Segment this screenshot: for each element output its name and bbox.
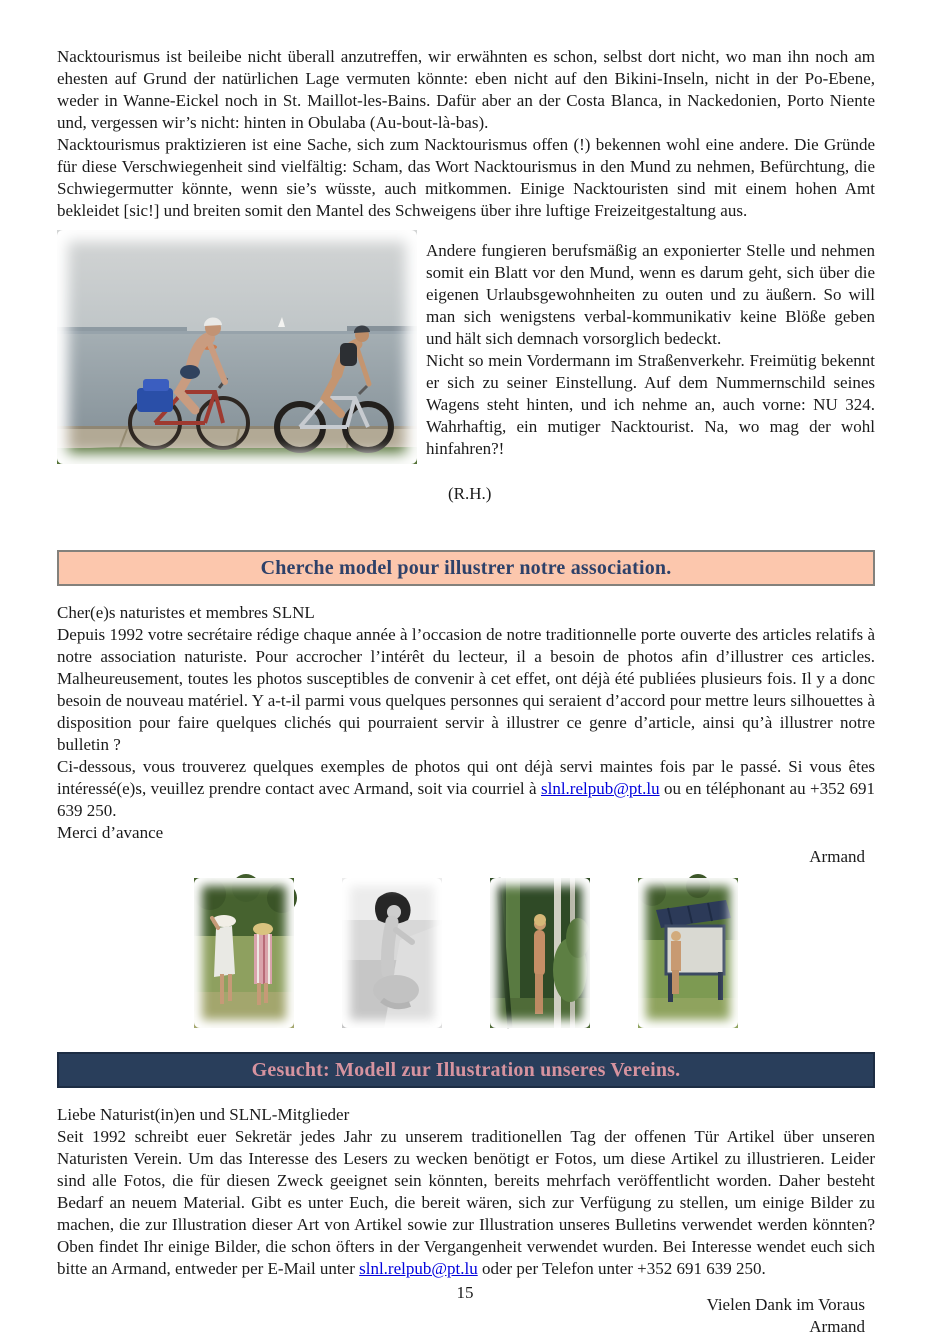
example-photo-garden-walkers bbox=[194, 878, 294, 1028]
media-paragraph-1: Andere fungieren berufsmäßig an exponierter Stelle und nehmen somit ein Blatt vor den Mund, wenn es darum geht, sich über die eigenen Urlaubsgewohnheiten zu outen und zu äußern. So will man sich wenigstens verbal-kommunikativ keine Blöße geben und hält sich demnach vorsorglich bedeckt. bbox=[426, 241, 875, 348]
french-banner-title: Cherche model pour illustrer notre association. bbox=[260, 556, 672, 579]
photo-text-section bbox=[57, 230, 875, 504]
photo-side-text bbox=[426, 230, 875, 504]
example-photo-forest bbox=[490, 878, 590, 1028]
intro-paragraph-1: Nacktourismus ist beileibe nicht überall anzutreffen, wir erwähnten es schon, selbst dort nicht, wo man ihn noch am ehesten auf Grund der natürlichen Lage vermuten könnte: eben nicht auf den Bikini-Inseln, nicht in der Po-Ebene, weder in Wanne-Eickel noch in St. Maillot-les-Bains. Dafür aber an der Costa Blanca, in Nackedonien, Porto Niente und, vergessen wir’s nicht: hinten in Obulaba (Au-bout-là-bas). bbox=[57, 47, 875, 132]
french-contact-before: Ci-dessous, vous trouverez quelques exemples de photos qui ont déjà servi maintes fois par le passé. Si vous êtes intéressé(e)s, veuillez prendre contact avec Armand, soit via courriel à bbox=[57, 757, 875, 798]
german-body-after: oder per Telefon unter +352 691 639 250. bbox=[477, 1259, 766, 1278]
german-body-paragraph bbox=[57, 1126, 875, 1280]
french-thanks: Merci d’avance bbox=[57, 823, 164, 842]
french-contact-after: ou en téléphonant au +352 691 639 250. bbox=[57, 779, 876, 820]
french-email-link[interactable]: slnl.relpub@pt.lu bbox=[540, 779, 660, 798]
french-signature: Armand bbox=[809, 847, 865, 866]
french-salutation: Cher(e)s naturistes et membres SLNL bbox=[57, 603, 315, 622]
example-photo-beach-bw bbox=[342, 878, 442, 1028]
french-contact-paragraph bbox=[57, 756, 875, 822]
french-body: Depuis 1992 votre secrétaire rédige chaque année à l’occasion de notre traditionnelle porte ouverte des articles relatifs à notre association naturiste. Pour accrocher l’intérêt du lecteur, il a besoin de photos afin d’illustrer ces articles. Malheureusement, toutes les photos susceptibles de convenir à cet effet, ont déjà été publiées plusieurs fois. Il y a donc besoin de nouveau matériel. Y a-t-il parmi vous quelques personnes qui seraient d’accord pour mettre leurs silhouettes à disposition pour faire quelques clichés qui pourraient servir à illustrer ce genre d’article, ainsi qu’à illustrer notre bulletin ? bbox=[57, 625, 875, 754]
german-thanks: Vielen Dank im Voraus bbox=[706, 1295, 865, 1314]
french-section bbox=[57, 602, 875, 868]
german-banner-title: Gesucht: Modell zur Illustration unseres Vereins. bbox=[251, 1058, 681, 1081]
example-photo-info-board bbox=[638, 878, 738, 1028]
lakeside-cyclists-illustration bbox=[57, 230, 417, 464]
french-section-banner bbox=[57, 550, 875, 586]
german-signature: Armand bbox=[809, 1317, 865, 1336]
german-salutation: Liebe Naturist(in)en und SLNL-Mitglieder bbox=[57, 1105, 350, 1124]
media-paragraph-2: Nicht so mein Vordermann im Straßenverkehr. Freimütig bekennt er sich zu seiner Einstellung. Auf dem Nummernschild seines Wagens steht hinten, und ich nehme an, auch vorne: NU 324. Wahrhaftig, ein mutiger Nacktourist. Na, wo mag der wohl hinfahren?! bbox=[426, 351, 875, 458]
author-initials: (R.H.) bbox=[448, 484, 492, 503]
example-photos-row bbox=[57, 878, 875, 1028]
intro-paragraph-2: Nacktourismus praktizieren ist eine Sache, sich zum Nacktourismus offen (!) bekennen wohl eine andere. Die Gründe für diese Verschwiegenheit sind vielfältig: Scham, das Wort Nacktourismus in den Mund zu nehmen, Befürchtung, die Schwiegermutter könnte, wenn sie’s wüsste, auch mitkommen. Einige Nacktouristen sind mit einem hohen Amt bekleidet [sic!] und breiten somit den Mantel des Schweigens über ihre luftige Freizeitgestaltung aus. bbox=[57, 135, 875, 220]
german-body-before: Seit 1992 schreibt euer Sekretär jedes Jahr zu unserem traditionellen Tag der offenen Tür Artikel über unseren Naturisten Verein. Um das Interesse des Lesers zu wecken benötigt er Fotos, um diese Artikel zu illustrieren. Leider sind alle Fotos, die für diesen Zweck geeignet sein könnten, bereits mehrfach veröffentlicht worden. Daher besteht Bedarf an neuem Material. Gibt es unter Euch, die bereit wären, sich zur Verfügung zu stellen, um einige Bilder zu machen, die zur Illustration dieser Art von Artikel sowie zur Illustration unseres Bulletins verwendet werden könnten? Oben findet Ihr einige Bilder, die schon öfters in der Vergangenheit verwendet wurden. Bei Interesse wendet euch sich bitte an Armand, entweder per E-Mail unter bbox=[57, 1127, 875, 1278]
german-section-banner bbox=[57, 1052, 875, 1088]
german-email-link[interactable]: slnl.relpub@pt.lu bbox=[359, 1259, 478, 1278]
lakeside-cyclists-photo bbox=[57, 230, 417, 464]
page-number: 15 bbox=[456, 1283, 474, 1302]
